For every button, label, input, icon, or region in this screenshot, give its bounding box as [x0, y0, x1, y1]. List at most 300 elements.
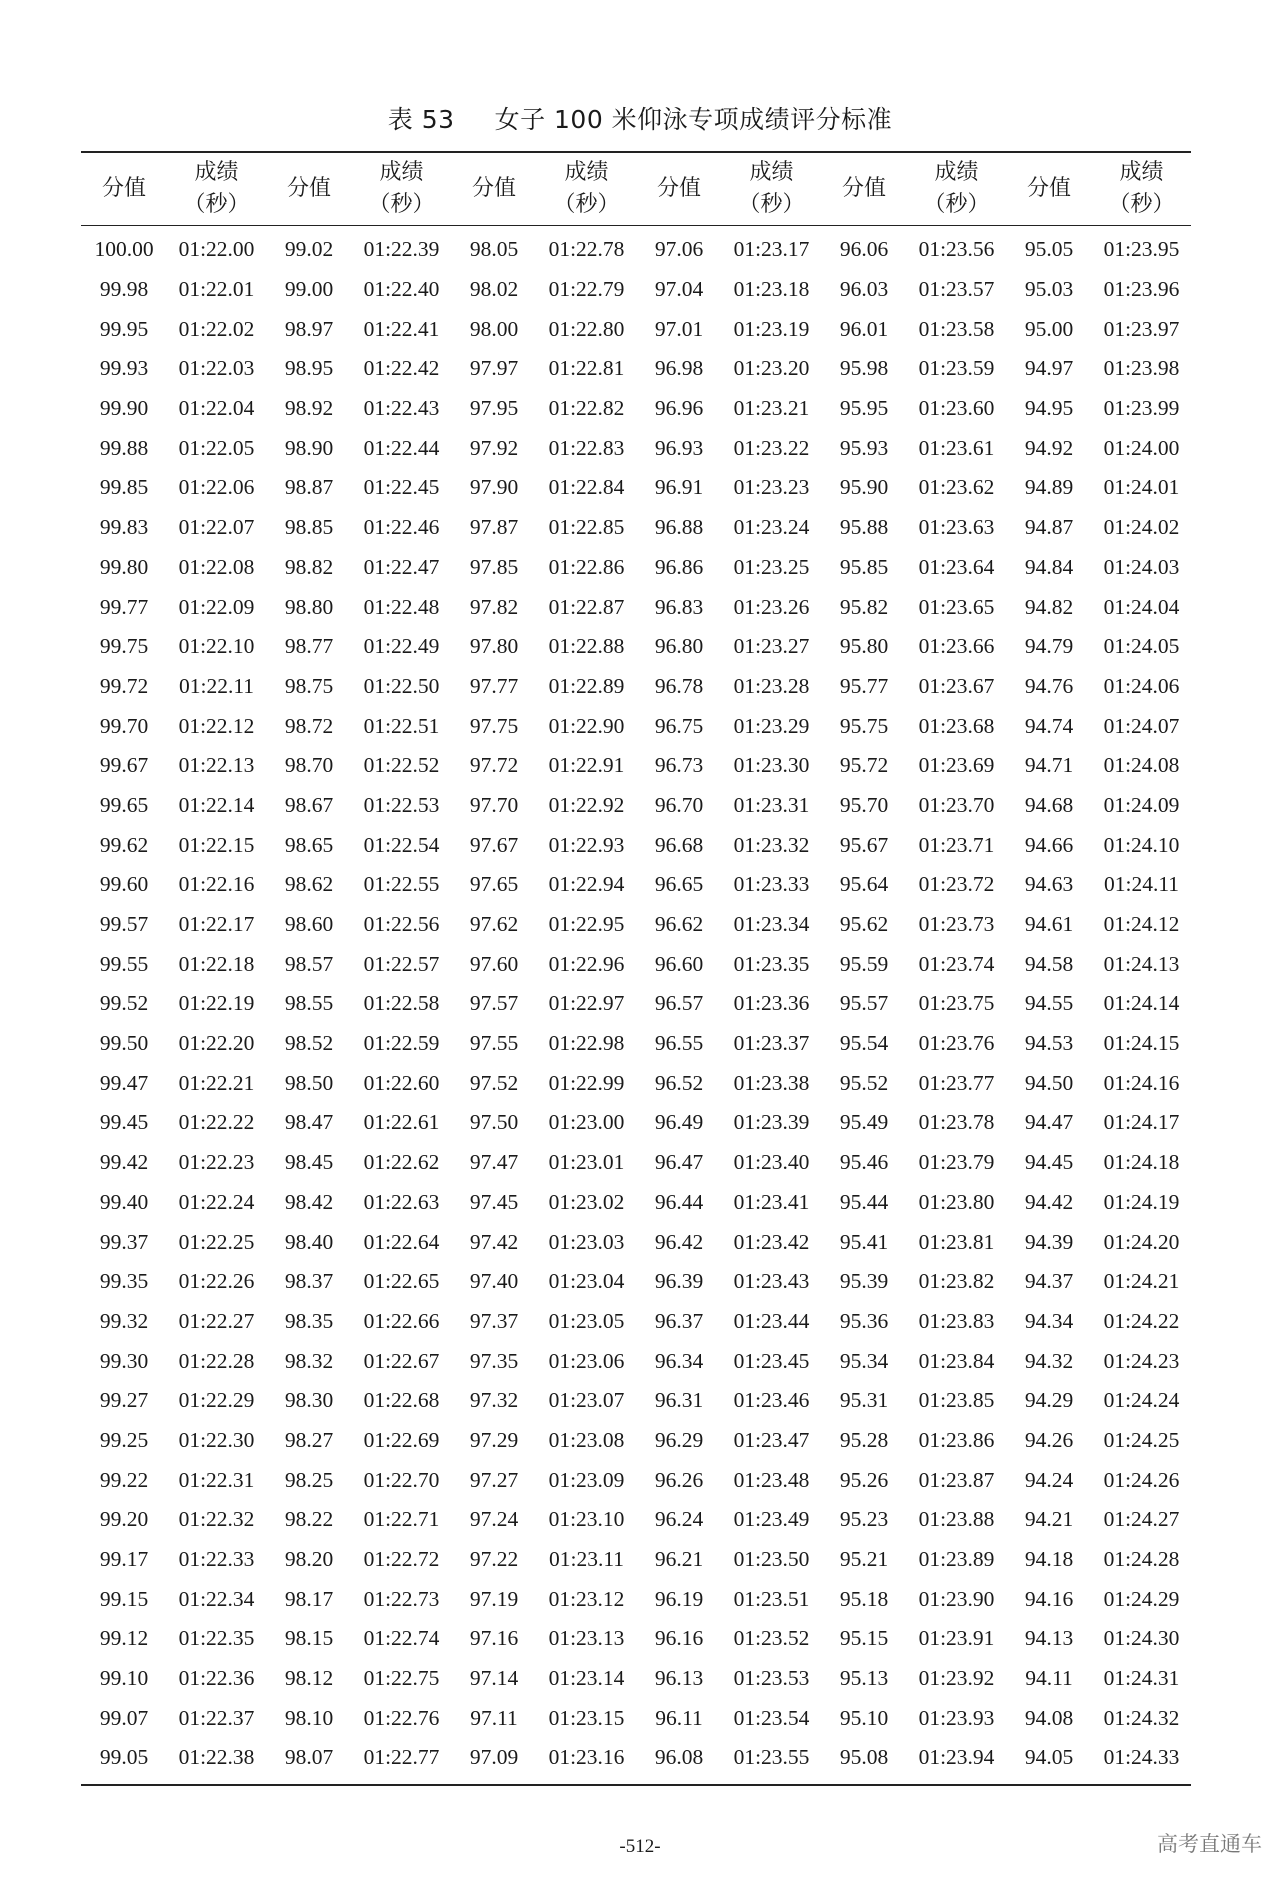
time-cell: 01:22.65 — [363, 1269, 440, 1294]
time-cell: 01:22.71 — [363, 1507, 440, 1532]
time-cell: 01:23.10 — [548, 1507, 625, 1532]
time-cell: 01:23.21 — [733, 396, 810, 421]
score-cell: 95.52 — [839, 1070, 889, 1095]
score-cell: 98.45 — [284, 1150, 334, 1175]
time-cell: 01:24.08 — [1103, 753, 1180, 778]
score-cell: 97.47 — [469, 1150, 519, 1175]
time-cell: 01:23.68 — [918, 713, 995, 738]
header-result-unit: （秒） — [923, 192, 990, 217]
score-cell: 94.97 — [1024, 356, 1074, 381]
score-cell: 98.05 — [469, 237, 519, 262]
header-result-unit: （秒） — [368, 192, 435, 217]
score-cell: 98.27 — [284, 1427, 334, 1452]
score-cell: 99.45 — [99, 1110, 149, 1135]
page-title — [0, 100, 1280, 136]
score-cell: 98.00 — [469, 316, 519, 341]
header-result-unit: （秒） — [1108, 192, 1175, 217]
header-result — [167, 152, 266, 226]
time-cell: 01:22.37 — [178, 1705, 255, 1730]
time-cell: 01:24.16 — [1103, 1070, 1180, 1095]
time-cell: 01:23.34 — [733, 912, 810, 937]
score-cell: 96.83 — [654, 594, 704, 619]
time-cell: 01:22.99 — [548, 1070, 625, 1095]
time-cell: 01:23.25 — [733, 554, 810, 579]
time-cell: 01:22.06 — [178, 475, 255, 500]
time-cell: 01:22.75 — [363, 1666, 440, 1691]
score-cell: 95.54 — [839, 1031, 889, 1056]
table-row — [81, 746, 1191, 786]
time-cell: 01:22.60 — [363, 1070, 440, 1095]
time-cell: 01:23.07 — [548, 1388, 625, 1413]
time-cell: 01:23.62 — [918, 475, 995, 500]
time-cell: 01:22.00 — [178, 237, 255, 262]
time-cell: 01:23.09 — [548, 1467, 625, 1492]
header-score: 分值 — [451, 152, 537, 226]
time-cell: 01:23.83 — [918, 1308, 995, 1333]
score-cell: 96.62 — [654, 912, 704, 937]
score-cell: 95.70 — [839, 792, 889, 817]
score-cell: 96.21 — [654, 1547, 704, 1572]
score-cell: 99.57 — [99, 912, 149, 937]
time-cell: 01:22.40 — [363, 277, 440, 302]
score-cell: 95.80 — [839, 634, 889, 659]
score-cell: 96.31 — [654, 1388, 704, 1413]
score-cell: 98.90 — [284, 435, 334, 460]
time-cell: 01:24.12 — [1103, 912, 1180, 937]
score-cell: 97.87 — [469, 515, 519, 540]
time-cell: 01:22.50 — [363, 673, 440, 698]
time-cell: 01:23.79 — [918, 1150, 995, 1175]
table-row — [81, 508, 1191, 548]
time-cell: 01:22.39 — [363, 237, 440, 262]
score-cell: 97.55 — [469, 1031, 519, 1056]
time-cell: 01:23.15 — [548, 1705, 625, 1730]
score-cell: 94.08 — [1024, 1705, 1074, 1730]
time-cell: 01:23.52 — [733, 1626, 810, 1651]
score-cell: 94.16 — [1024, 1586, 1074, 1611]
time-cell: 01:22.44 — [363, 435, 440, 460]
time-cell: 01:22.07 — [178, 515, 255, 540]
score-cell: 99.62 — [99, 832, 149, 857]
time-cell: 01:22.43 — [363, 396, 440, 421]
time-cell: 01:23.56 — [918, 237, 995, 262]
time-cell: 01:24.17 — [1103, 1110, 1180, 1135]
time-cell: 01:23.80 — [918, 1189, 995, 1214]
time-cell: 01:22.45 — [363, 475, 440, 500]
score-cell: 99.98 — [99, 277, 149, 302]
score-cell: 95.00 — [1024, 316, 1074, 341]
score-cell: 97.97 — [469, 356, 519, 381]
score-cell: 98.30 — [284, 1388, 334, 1413]
score-cell: 98.60 — [284, 912, 334, 937]
time-cell: 01:23.47 — [733, 1427, 810, 1452]
time-cell: 01:22.21 — [178, 1070, 255, 1095]
score-cell: 99.50 — [99, 1031, 149, 1056]
time-cell: 01:23.14 — [548, 1666, 625, 1691]
score-cell: 97.65 — [469, 872, 519, 897]
time-cell: 01:23.58 — [918, 316, 995, 341]
time-cell: 01:22.83 — [548, 435, 625, 460]
score-cell: 99.95 — [99, 316, 149, 341]
time-cell: 01:23.29 — [733, 713, 810, 738]
time-cell: 01:23.20 — [733, 356, 810, 381]
time-cell: 01:22.76 — [363, 1705, 440, 1730]
score-cell: 98.67 — [284, 792, 334, 817]
score-cell: 99.20 — [99, 1507, 149, 1532]
score-cell: 96.80 — [654, 634, 704, 659]
time-cell: 01:22.74 — [363, 1626, 440, 1651]
time-cell: 01:23.03 — [548, 1229, 625, 1254]
time-cell: 01:23.55 — [722, 1738, 821, 1785]
time-cell: 01:23.36 — [733, 991, 810, 1016]
time-cell: 01:24.04 — [1103, 594, 1180, 619]
score-cell: 98.32 — [284, 1348, 334, 1373]
time-cell: 01:22.47 — [363, 554, 440, 579]
score-cell: 94.05 — [1006, 1738, 1092, 1785]
time-cell: 01:22.90 — [548, 713, 625, 738]
time-cell: 01:22.68 — [363, 1388, 440, 1413]
time-cell: 01:23.78 — [918, 1110, 995, 1135]
score-cell: 96.13 — [654, 1666, 704, 1691]
time-cell: 01:23.72 — [918, 872, 995, 897]
score-cell: 96.52 — [654, 1070, 704, 1095]
table-row — [81, 1579, 1191, 1619]
time-cell: 01:22.55 — [363, 872, 440, 897]
score-cell: 97.67 — [469, 832, 519, 857]
score-cell: 95.41 — [839, 1229, 889, 1254]
time-cell: 01:23.57 — [918, 277, 995, 302]
score-cell: 97.75 — [469, 713, 519, 738]
score-cell: 94.45 — [1024, 1150, 1074, 1175]
score-cell: 95.13 — [839, 1666, 889, 1691]
time-cell: 01:22.84 — [548, 475, 625, 500]
score-cell: 99.27 — [99, 1388, 149, 1413]
time-cell: 01:22.94 — [548, 872, 625, 897]
score-cell: 99.83 — [99, 515, 149, 540]
score-cell: 94.37 — [1024, 1269, 1074, 1294]
score-cell: 97.52 — [469, 1070, 519, 1095]
score-cell: 96.86 — [654, 554, 704, 579]
score-cell: 95.28 — [839, 1427, 889, 1452]
score-cell: 94.84 — [1024, 554, 1074, 579]
header-result — [907, 152, 1006, 226]
score-cell: 98.95 — [284, 356, 334, 381]
time-cell: 01:22.72 — [363, 1547, 440, 1572]
score-cell: 98.35 — [284, 1308, 334, 1333]
time-cell: 01:22.66 — [363, 1308, 440, 1333]
score-cell: 96.19 — [654, 1586, 704, 1611]
time-cell: 01:22.63 — [363, 1189, 440, 1214]
time-cell: 01:23.75 — [918, 991, 995, 1016]
score-cell: 98.47 — [284, 1110, 334, 1135]
score-cell: 96.70 — [654, 792, 704, 817]
table-row — [81, 389, 1191, 429]
score-cell: 99.67 — [99, 753, 149, 778]
table-row — [81, 944, 1191, 984]
time-cell: 01:22.11 — [178, 673, 255, 698]
score-cell: 99.32 — [99, 1308, 149, 1333]
header-result — [722, 152, 821, 226]
score-cell: 94.92 — [1024, 435, 1074, 460]
score-cell: 99.35 — [99, 1269, 149, 1294]
time-cell: 01:23.26 — [733, 594, 810, 619]
score-cell: 98.10 — [284, 1705, 334, 1730]
time-cell: 01:24.01 — [1103, 475, 1180, 500]
time-cell: 01:22.12 — [178, 713, 255, 738]
score-cell: 94.63 — [1024, 872, 1074, 897]
time-cell: 01:24.20 — [1103, 1229, 1180, 1254]
time-cell: 01:22.35 — [178, 1626, 255, 1651]
time-cell: 01:23.66 — [918, 634, 995, 659]
score-cell: 94.18 — [1024, 1547, 1074, 1572]
score-cell: 96.39 — [654, 1269, 704, 1294]
score-cell: 97.95 — [469, 396, 519, 421]
score-cell: 95.88 — [839, 515, 889, 540]
score-cell: 99.10 — [99, 1666, 149, 1691]
time-cell: 01:23.65 — [918, 594, 995, 619]
table-header — [81, 152, 1191, 226]
score-cell: 99.37 — [99, 1229, 149, 1254]
score-cell: 98.37 — [284, 1269, 334, 1294]
time-cell: 01:23.40 — [733, 1150, 810, 1175]
score-cell: 97.09 — [451, 1738, 537, 1785]
time-cell: 01:22.57 — [363, 951, 440, 976]
time-cell: 01:23.95 — [1103, 237, 1180, 262]
time-cell: 01:24.07 — [1103, 713, 1180, 738]
time-cell: 01:24.22 — [1103, 1308, 1180, 1333]
time-cell: 01:23.96 — [1103, 277, 1180, 302]
header-result — [1092, 152, 1191, 226]
score-cell: 99.02 — [284, 237, 334, 262]
time-cell: 01:24.26 — [1103, 1467, 1180, 1492]
time-cell: 01:22.23 — [178, 1150, 255, 1175]
time-cell: 01:22.09 — [178, 594, 255, 619]
time-cell: 01:23.11 — [548, 1547, 625, 1572]
table-row — [81, 1143, 1191, 1183]
score-cell: 99.88 — [99, 435, 149, 460]
time-cell: 01:22.46 — [363, 515, 440, 540]
time-cell: 01:22.96 — [548, 951, 625, 976]
time-cell: 01:23.41 — [733, 1189, 810, 1214]
time-cell: 01:22.03 — [178, 356, 255, 381]
time-cell: 01:22.14 — [178, 792, 255, 817]
score-cell: 99.40 — [99, 1189, 149, 1214]
table-row — [81, 1500, 1191, 1540]
score-cell: 100.00 — [94, 237, 154, 262]
time-cell: 01:23.19 — [733, 316, 810, 341]
time-cell: 01:23.71 — [918, 832, 995, 857]
time-cell: 01:24.15 — [1103, 1031, 1180, 1056]
time-cell: 01:23.31 — [733, 792, 810, 817]
score-cell: 95.90 — [839, 475, 889, 500]
time-cell: 01:22.25 — [178, 1229, 255, 1254]
score-cell: 94.61 — [1024, 912, 1074, 937]
table-row — [81, 1302, 1191, 1342]
score-cell: 95.95 — [839, 396, 889, 421]
time-cell: 01:22.20 — [178, 1031, 255, 1056]
score-cell: 98.07 — [266, 1738, 352, 1785]
table-row — [81, 1659, 1191, 1699]
time-cell: 01:22.17 — [178, 912, 255, 937]
time-cell: 01:22.82 — [548, 396, 625, 421]
time-cell: 01:24.32 — [1103, 1705, 1180, 1730]
table-row — [81, 1063, 1191, 1103]
time-cell: 01:22.78 — [548, 237, 625, 262]
score-cell: 97.80 — [469, 634, 519, 659]
table-row — [81, 667, 1191, 707]
time-cell: 01:23.63 — [918, 515, 995, 540]
time-cell: 01:22.29 — [178, 1388, 255, 1413]
time-cell: 01:23.82 — [918, 1269, 995, 1294]
header-result-unit: （秒） — [553, 192, 620, 217]
time-cell: 01:24.29 — [1103, 1586, 1180, 1611]
time-cell: 01:22.36 — [178, 1666, 255, 1691]
time-cell: 01:22.01 — [178, 277, 255, 302]
score-cell: 95.15 — [839, 1626, 889, 1651]
time-cell: 01:24.13 — [1103, 951, 1180, 976]
table-body — [81, 226, 1191, 1785]
time-cell: 01:23.05 — [548, 1308, 625, 1333]
table-row — [81, 1738, 1191, 1785]
table-row — [81, 1222, 1191, 1262]
table-row — [81, 1460, 1191, 1500]
time-cell: 01:23.76 — [918, 1031, 995, 1056]
score-cell: 99.80 — [99, 554, 149, 579]
score-cell: 97.11 — [470, 1705, 518, 1730]
time-cell: 01:23.35 — [733, 951, 810, 976]
score-cell: 97.85 — [469, 554, 519, 579]
time-cell: 01:23.02 — [548, 1189, 625, 1214]
time-cell: 01:24.19 — [1103, 1189, 1180, 1214]
time-cell: 01:22.05 — [178, 435, 255, 460]
score-cell: 96.75 — [654, 713, 704, 738]
table-row — [81, 1183, 1191, 1223]
score-cell: 95.34 — [839, 1348, 889, 1373]
score-cell: 94.47 — [1024, 1110, 1074, 1135]
score-cell: 99.42 — [99, 1150, 149, 1175]
score-cell: 95.08 — [821, 1738, 907, 1785]
time-cell: 01:23.61 — [918, 435, 995, 460]
time-cell: 01:22.13 — [178, 753, 255, 778]
score-cell: 97.62 — [469, 912, 519, 937]
time-cell: 01:23.00 — [548, 1110, 625, 1135]
score-cell: 99.75 — [99, 634, 149, 659]
score-cell: 94.13 — [1024, 1626, 1074, 1651]
score-cell: 99.85 — [99, 475, 149, 500]
time-cell: 01:24.33 — [1092, 1738, 1191, 1785]
score-cell: 98.82 — [284, 554, 334, 579]
header-score: 分值 — [636, 152, 722, 226]
time-cell: 01:24.11 — [1103, 872, 1180, 897]
score-cell: 94.50 — [1024, 1070, 1074, 1095]
score-cell: 99.93 — [99, 356, 149, 381]
time-cell: 01:23.30 — [733, 753, 810, 778]
score-cell: 97.14 — [469, 1666, 519, 1691]
score-cell: 96.29 — [654, 1427, 704, 1452]
score-cell: 98.70 — [284, 753, 334, 778]
time-cell: 01:23.06 — [548, 1348, 625, 1373]
score-cell: 98.40 — [284, 1229, 334, 1254]
score-cell: 97.16 — [469, 1626, 519, 1651]
score-cell: 99.22 — [99, 1467, 149, 1492]
time-cell: 01:23.37 — [733, 1031, 810, 1056]
score-cell: 99.15 — [99, 1586, 149, 1611]
time-cell: 01:22.53 — [363, 792, 440, 817]
score-cell: 95.23 — [839, 1507, 889, 1532]
time-cell: 01:22.87 — [548, 594, 625, 619]
header-score: 分值 — [266, 152, 352, 226]
score-cell: 98.65 — [284, 832, 334, 857]
score-cell: 94.66 — [1024, 832, 1074, 857]
time-cell: 01:23.89 — [918, 1547, 995, 1572]
score-cell: 98.80 — [284, 594, 334, 619]
time-cell: 01:24.00 — [1103, 435, 1180, 460]
score-cell: 95.98 — [839, 356, 889, 381]
score-cell: 96.96 — [654, 396, 704, 421]
table-row — [81, 1381, 1191, 1421]
header-row — [81, 152, 1191, 226]
time-cell: 01:22.26 — [178, 1269, 255, 1294]
table-row — [81, 865, 1191, 905]
score-cell: 96.68 — [654, 832, 704, 857]
score-cell: 97.37 — [469, 1308, 519, 1333]
score-cell: 94.95 — [1024, 396, 1074, 421]
score-cell: 95.57 — [839, 991, 889, 1016]
time-cell: 01:22.18 — [178, 951, 255, 976]
time-cell: 01:23.92 — [918, 1666, 995, 1691]
score-cell: 94.55 — [1024, 991, 1074, 1016]
time-cell: 01:23.23 — [733, 475, 810, 500]
time-cell: 01:23.39 — [733, 1110, 810, 1135]
table-row — [81, 1421, 1191, 1461]
time-cell: 01:22.31 — [178, 1467, 255, 1492]
score-cell: 97.57 — [469, 991, 519, 1016]
time-cell: 01:23.74 — [918, 951, 995, 976]
time-cell: 01:22.19 — [178, 991, 255, 1016]
score-cell: 96.24 — [654, 1507, 704, 1532]
header-result-label: 成绩 — [749, 160, 794, 185]
table-row — [81, 1540, 1191, 1580]
score-cell: 96.47 — [654, 1150, 704, 1175]
time-cell: 01:23.90 — [918, 1586, 995, 1611]
time-cell: 01:24.25 — [1103, 1427, 1180, 1452]
score-cell: 99.12 — [99, 1626, 149, 1651]
score-cell: 97.77 — [469, 673, 519, 698]
score-cell: 98.22 — [284, 1507, 334, 1532]
header-score: 分值 — [1006, 152, 1092, 226]
score-cell: 99.52 — [99, 991, 149, 1016]
time-cell: 01:23.84 — [918, 1348, 995, 1373]
score-cell: 96.26 — [654, 1467, 704, 1492]
score-cell: 98.25 — [284, 1467, 334, 1492]
time-cell: 01:22.95 — [548, 912, 625, 937]
time-cell: 01:22.91 — [548, 753, 625, 778]
table-row — [81, 428, 1191, 468]
time-cell: 01:22.80 — [548, 316, 625, 341]
time-cell: 01:22.70 — [363, 1467, 440, 1492]
score-cell: 96.42 — [654, 1229, 704, 1254]
score-cell: 98.20 — [284, 1547, 334, 1572]
score-cell: 96.03 — [839, 277, 889, 302]
score-cell: 98.42 — [284, 1189, 334, 1214]
score-cell: 97.42 — [469, 1229, 519, 1254]
time-cell: 01:22.77 — [352, 1738, 451, 1785]
score-cell: 99.90 — [99, 396, 149, 421]
score-cell: 98.50 — [284, 1070, 334, 1095]
time-cell: 01:24.31 — [1103, 1666, 1180, 1691]
score-cell: 98.12 — [284, 1666, 334, 1691]
score-cell: 94.39 — [1024, 1229, 1074, 1254]
